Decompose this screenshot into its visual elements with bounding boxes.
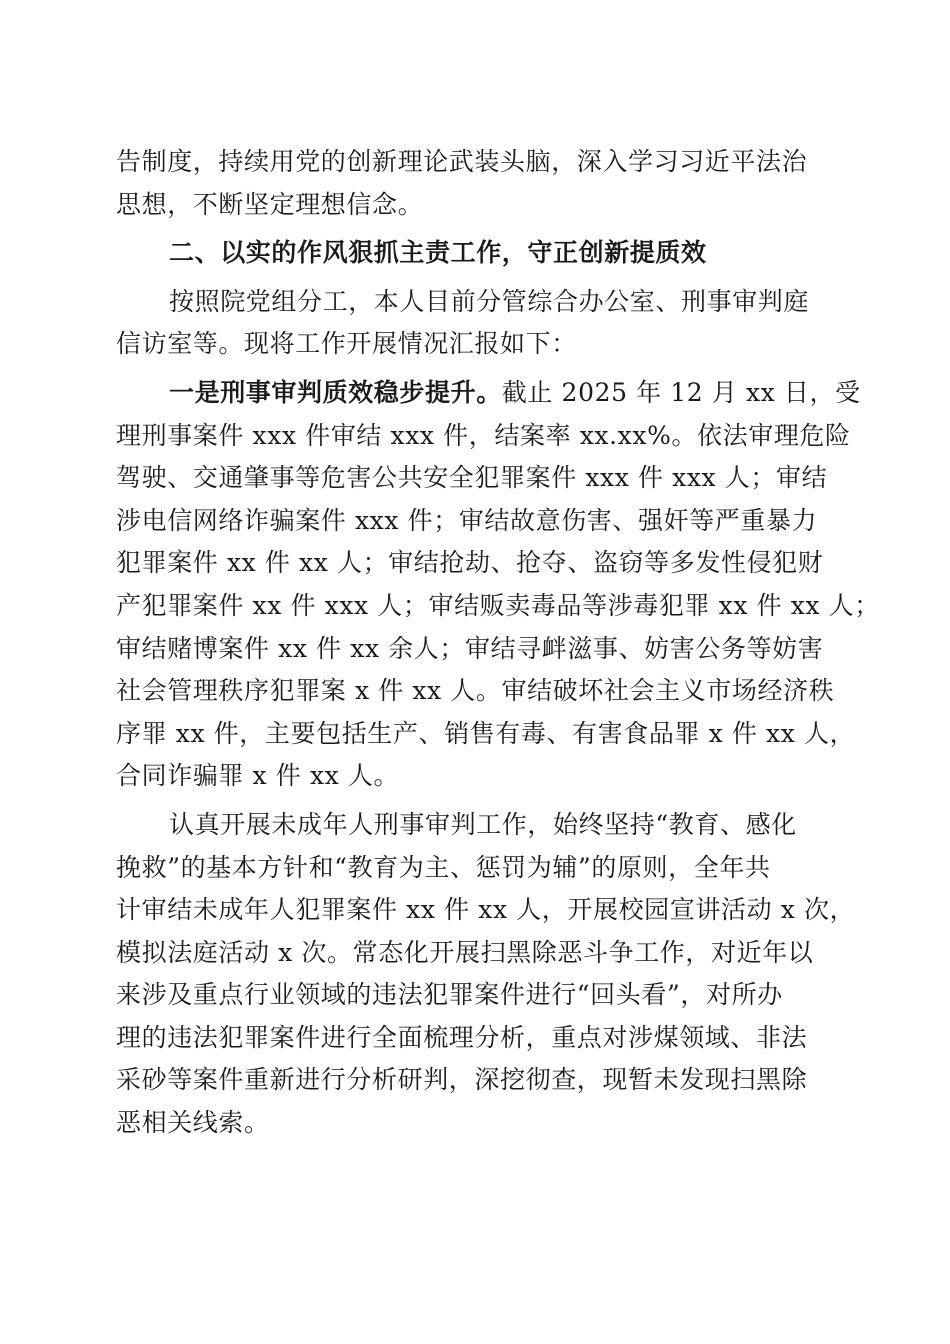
paragraph-line: 来涉及重点行业领域的违法犯罪案件进行“回头看”，对所办 [116, 980, 783, 1010]
paragraph-line: 驾驶、交通肇事等危害公共安全犯罪案件 xxx 件 xxx 人；审结 [116, 463, 828, 493]
paragraph-line: 信访室等。现将工作开展情况汇报如下： [116, 329, 577, 359]
paragraph-line: 采砂等案件重新进行分析研判，深挖彻查，现暂未发现扫黑除 [116, 1065, 808, 1095]
paragraph-line: 审结赌博案件 xx 件 xx 余人；审结寻衅滋事、妨害公务等妨害 [116, 633, 824, 663]
paragraph-line: 告制度，持续用党的创新理论武装头脑，深入学习习近平法治 [116, 147, 808, 176]
paragraph-line: 挽救”的基本方针和“教育为主、惩罚为辅”的原则，全年共 [116, 852, 771, 882]
paragraph-line: 合同诈骗罪 x 件 xx 人。 [116, 761, 400, 791]
paragraph-line: 思想，不断坚定理想信念。 [116, 189, 424, 219]
paragraph-line-mixed [116, 372, 861, 415]
paragraph-line: 按照院党组分工，本人目前分管综合办公室、刑事审判庭 [169, 286, 810, 316]
paragraph-line: 模拟法庭活动 x 次。常态化开展扫黑除恶斗争工作，对近年以 [116, 937, 814, 967]
paragraph-line: 恶相关线索。 [116, 1108, 270, 1138]
paragraph-line: 计审结未成年人犯罪案件 xx 件 xx 人，开展校园宣讲活动 x 次， [116, 895, 856, 925]
subheading-continuation: 截止 2025 年 12 月 xx 日，受 [501, 377, 861, 407]
document-body [116, 141, 880, 1145]
paragraph-line: 认真开展未成年人刑事审判工作，始终坚持“教育、感化 [169, 809, 797, 839]
paragraph-line: 涉电信网络诈骗案件 xxx 件；审结故意伤害、强奸等严重暴力 [116, 505, 818, 535]
paragraph-line: 社会管理秩序犯罪案 x 件 xx 人。审结破坏社会主义市场经济秩 [116, 676, 835, 706]
paragraph-line: 理刑事案件 xxx 件审结 xxx 件，结案率 xx.xx%。依法审理危险 [116, 420, 851, 450]
section-heading: 二、以实的作风狠抓主责工作，守正创新提质效 [169, 238, 707, 268]
subheading-lead: 一是刑事审判质效稳步提升。 [169, 377, 502, 407]
paragraph-line: 产犯罪案件 xx 件 xxx 人；审结贩卖毒品等涉毒犯罪 xx 件 xx 人； [116, 590, 880, 620]
paragraph-line: 犯罪案件 xx 件 xx 人；审结抢劫、抢夺、盗窃等多发性侵犯财 [116, 548, 824, 578]
paragraph-line: 序罪 xx 件，主要包括生产、销售有毒、有害食品罪 x 件 xx 人， [116, 718, 856, 748]
paragraph-line: 理的违法犯罪案件进行全面梳理分析，重点对涉煤领域、非法 [116, 1022, 808, 1052]
